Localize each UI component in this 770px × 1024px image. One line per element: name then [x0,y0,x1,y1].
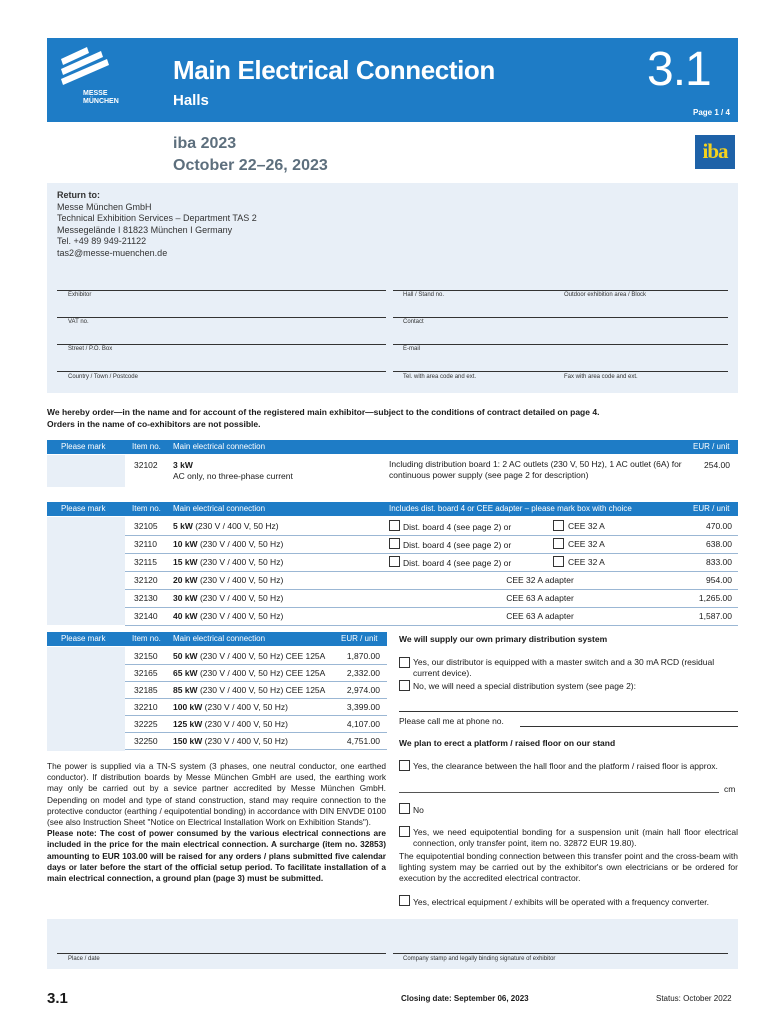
table3-item: 32165 [134,668,158,678]
hall-stand-label: Hall / Stand no. [403,292,445,298]
table3-conn [173,719,288,729]
row-divider [125,715,387,716]
footer-form-number: 3.1 [47,990,68,1007]
table2-item: 32110 [134,539,158,549]
bonding-text: The equipotential bonding connection between this transfer point and the cross-beam with lighting system may be carried out by the exhibitor's own electricians or be ordered for execution by the accredited electrical contractor. [399,851,738,883]
platform-no-checkbox[interactable] [399,803,410,814]
table3-item-header: Item no. [132,634,161,643]
row-divider [125,749,387,750]
dist-yes-checkbox[interactable] [399,657,410,668]
row-divider [125,535,738,536]
dist-no-label: No, we will need a special distribution system (see page 2): [413,681,636,691]
table3-conn [173,668,325,678]
table3-kw: 125 kW [173,719,203,729]
contact-label: Contact [403,319,424,325]
table3-conn-header: Main electrical connection [173,634,266,643]
outdoor-label: Outdoor exhibition area / Block [564,292,647,298]
table1-eur-header: EUR / unit [693,442,730,451]
status-date: Status: October 2022 [656,994,732,1003]
table2-price: 1,265.00 [698,593,732,603]
dist-board-checkbox[interactable] [389,556,400,567]
row-divider [125,664,387,665]
table2-conn [173,611,283,621]
table3-kw: 100 kW [173,702,203,712]
table2-spec: (230 V / 400 V, 50 Hz) [199,539,284,549]
platform-no-label: No [413,805,424,815]
table3-spec: (230 V / 400 V, 50 Hz) CEE 125A [199,685,326,695]
tel-label: Tel. with area code and ext. [403,374,477,380]
power-text: The power is supplied via a TN-S system (3 phases, one neutral conductor, one earthed conductor). If distribution boards by Messe München GmbH are used, the earthing work may only be carried out by a sevice partner accredited by Messe München GmbH. Depending on model and type of stand construction, stand may require connection to the protective conductor (earthing / equipotential bonding) in accordance with DIN ENVDE 0100 (see also Instruction Sheet "Notice on Electrical Installation Work on Exhibition Stands"). [47,761,386,828]
table2-spec: (230 V / 400 V, 50 Hz) [199,557,284,567]
signature-field[interactable] [393,953,728,954]
closing-date: Closing date: September 06, 2023 [401,994,529,1003]
page-title: Main Electrical Connection [173,55,495,85]
table2-item: 32140 [134,611,158,621]
table2-spec: (230 V / 400 V, 50 Hz) [195,521,279,531]
table3-item: 32150 [134,651,158,661]
row-divider [125,571,738,572]
frequency-checkbox[interactable] [399,895,410,906]
signature-box [47,919,738,969]
table3-price: 4,107.00 [346,719,380,729]
frequency-label: Yes, electrical equipment / exhibits will be operated with a frequency converter. [413,897,709,907]
table3-eur-header: EUR / unit [341,634,378,643]
table2-item: 32120 [134,575,158,585]
adapter-label: CEE 32 A adapter [506,575,574,585]
table1-conn-header: Main electrical connection [173,442,266,451]
page-subtitle: Halls [173,92,209,109]
table3-price: 2,974.00 [346,685,380,695]
street-label: Street / P.O. Box [68,346,113,352]
page-indicator: Page 1 / 4 [693,108,730,117]
table3-kw: 50 kW [173,651,198,661]
table2-kw: 15 kW [173,557,198,567]
exhibitor-label: Exhibitor [68,292,92,298]
table3-price: 4,751.00 [346,736,380,746]
table3-spec: (230 V / 400 V, 50 Hz) [204,702,288,712]
event-name: iba 2023 [173,135,237,152]
table2-item: 32115 [134,557,158,567]
table3-conn [173,702,288,712]
power-notes [47,761,386,884]
table2-conn [173,539,283,549]
platform-yes-checkbox[interactable] [399,760,410,771]
call-me-label: Please call me at phone no. [399,716,504,726]
table3-spec: (230 V / 400 V, 50 Hz) [204,736,288,746]
table2-conn-header: Main electrical connection [173,504,266,513]
table2-kw: 40 kW [173,611,198,621]
email-field[interactable] [393,344,728,345]
table1-conn: AC only, no three-phase current [173,471,293,481]
table2-spec: (230 V / 400 V, 50 Hz) [199,593,284,603]
bonding-checkbox[interactable] [399,826,410,837]
form-number: 3.1 [647,43,711,96]
logo-text: MESSE MÜNCHEN [83,90,119,105]
dist-board-checkbox[interactable] [389,520,400,531]
adapter-label: CEE 63 A adapter [506,593,574,603]
platform-yes-label: Yes, the clearance between the hall floor and the platform / raised floor is approx. [413,761,718,771]
table1-mark-header: Please mark [61,442,106,451]
cee-checkbox[interactable] [553,520,564,531]
event-dates: October 22–26, 2023 [173,157,328,174]
table3-price: 2,332.00 [346,668,380,678]
country-label: Country / Town / Postcode [68,374,138,380]
table2-kw: 20 kW [173,575,198,585]
row-divider [125,732,387,733]
table2-spec: (230 V / 400 V, 50 Hz) [199,611,284,621]
street-field[interactable] [57,344,386,345]
phone-field[interactable] [520,726,738,727]
signature-label: Company stamp and legally binding signature of exhibitor [403,956,556,962]
adapter-label: CEE 63 A adapter [506,611,574,621]
row-divider [125,553,738,554]
row-divider [125,607,738,608]
table3-item: 32225 [134,719,158,729]
table2-item: 32105 [134,521,158,531]
fax-label: Fax with area code and ext. [564,374,638,380]
table3-kw: 150 kW [173,736,203,746]
clearance-field[interactable] [399,792,719,793]
table2-conn [173,593,283,603]
table1-item: 32102 [134,460,158,470]
dist-board-label: Dist. board 4 (see page 2) or [403,540,512,550]
dist-board-checkbox[interactable] [389,538,400,549]
table3-spec: (230 V / 400 V, 50 Hz) [204,719,288,729]
row-divider [125,589,738,590]
intro-text: We hereby order—in the name and for account of the registered main exhibitor—subject to the conditions of contract detailed on page 4. Orders in the name of co-exhibitors are not possible. [47,407,600,429]
email-label: E-mail [403,346,421,352]
table3-spec: (230 V / 400 V, 50 Hz) CEE 125A [199,651,326,661]
cee-label: CEE 32 A [568,521,605,531]
table1-mark-cell[interactable] [47,455,125,487]
table3-kw: 85 kW [173,685,198,695]
table2-item-header: Item no. [132,504,161,513]
row-divider [125,625,738,626]
cee-label: CEE 32 A [568,557,605,567]
table2-price: 954.00 [706,575,732,585]
table3-price: 3,399.00 [346,702,380,712]
table3-item: 32185 [134,685,158,695]
dist-heading: We will supply our own primary distribution system [399,634,608,644]
table2-spec: (230 V / 400 V, 50 Hz) [199,575,284,585]
table2-conn [173,575,283,585]
table2-price: 638.00 [706,539,732,549]
table3-kw: 65 kW [173,668,198,678]
table3-mark-column[interactable] [47,647,125,751]
row-divider [125,698,387,699]
table2-mark-column[interactable] [47,517,125,625]
cee-checkbox[interactable] [553,556,564,567]
cee-label: CEE 32 A [568,539,605,549]
dist-yes-label: Yes, our distributor is equipped with a master switch and a 30 mA RCD (residual current device). [413,657,715,678]
table1-price: 254.00 [704,460,730,470]
special-dist-field[interactable] [399,711,738,712]
table2-eur-header: EUR / unit [693,504,730,513]
table3-conn [173,736,288,746]
table1-desc: Including distribution board 1: 2 AC outlets (230 V, 50 Hz), 1 AC outlet (6A) for continuous power supply (see page 2 for description) [389,459,682,480]
table3-item: 32250 [134,736,158,746]
return-address: Return to: Messe München GmbH Technical Exhibition Services – Department TAS 2 Messegelände I 81823 München I Germany Tel. +49 89 949-21122 tas2@messe-muenchen.de [57,190,257,258]
country-field[interactable] [57,371,386,372]
power-note: Please note: The cost of power consumed by the various electrical connections are included in the price for the main electrical connection. A surcharge (item no. 32853) amounting to EUR 103.00 will be raised for any orders / plans submitted five calendar days or later before the start of the official setup period. To facilitate installation of a main electrical connection, a ground plan (page 3) must be submitted. [47,828,386,884]
cee-checkbox[interactable] [553,538,564,549]
vat-label: VAT no. [68,319,89,325]
platform-heading: We plan to erect a platform / raised floor on our stand [399,738,616,748]
vat-field[interactable] [57,317,386,318]
contact-field[interactable] [393,317,728,318]
tel-field[interactable] [393,371,728,372]
event-info [173,133,328,177]
table2-item: 32130 [134,593,158,603]
exhibitor-field[interactable] [57,290,386,291]
table3-price: 1,870.00 [346,651,380,661]
row-divider [125,681,387,682]
cm-label: cm [724,784,736,794]
table3-spec: (230 V / 400 V, 50 Hz) CEE 125A [199,668,326,678]
table3-conn [173,685,325,695]
dist-no-checkbox[interactable] [399,680,410,691]
table2-conn [173,521,279,531]
table2-kw: 30 kW [173,593,198,603]
table1-kw: 3 kW [173,460,193,470]
dist-board-label: Dist. board 4 (see page 2) or [403,558,512,568]
table3-mark-header: Please mark [61,634,106,643]
table3-item: 32210 [134,702,158,712]
table2-price: 833.00 [706,557,732,567]
table2-conn [173,557,283,567]
hall-stand-field[interactable] [393,290,728,291]
table2-kw: 10 kW [173,539,198,549]
table2-mark-header: Please mark [61,504,106,513]
dist-board-label: Dist. board 4 (see page 2) or [403,522,512,532]
table2-price: 1,587.00 [698,611,732,621]
table1-item-header: Item no. [132,442,161,451]
messe-muenchen-logo-icon [57,45,117,85]
iba-logo: iba [695,135,735,169]
table2-price: 470.00 [706,521,732,531]
table2-incl-header: Includes dist. board 4 or CEE adapter – please mark box with choice [389,504,632,513]
bonding-label: Yes, we need equipotential bonding for a suspension unit (main hall floor electrical connection, only transfer point, item no. 32872 EUR 19.80). [413,827,738,848]
place-date-label: Place / date [68,956,100,962]
table2-kw: 5 kW [173,521,193,531]
table3-conn [173,651,325,661]
place-date-field[interactable] [57,953,386,954]
